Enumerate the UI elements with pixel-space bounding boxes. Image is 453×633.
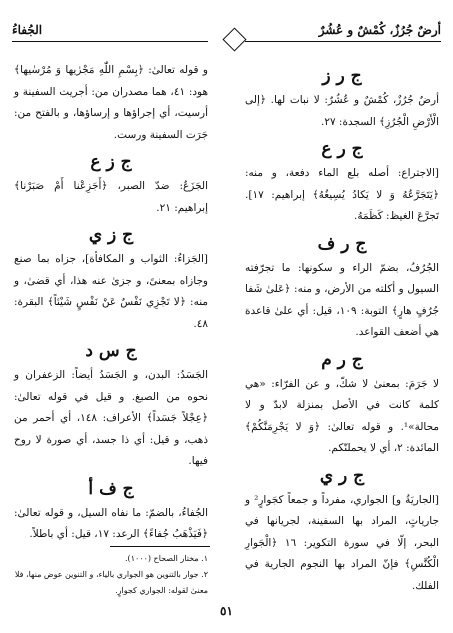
- header-diamond-ornament: [222, 27, 246, 51]
- page-number: ٥١: [220, 604, 233, 618]
- entry-heading: ج ر م: [321, 349, 363, 370]
- entry-text: لا جَرَمَ: بمعنىٰ لا شكّ، و عن الفرّاء: «هي كلمة كانت في الأصل بمنزلة لابدّ و لا محالة»¹. و قوله تعالىٰ: ﴿وَ لا يَجْرِمَنَّكُمْ﴾ المائدة: ٢، أي لا يحملنّكم.: [245, 377, 439, 454]
- header-rule-right: [245, 41, 441, 42]
- entry-text: الجَزَعُ: ضدّ الصبر، ﴿أَجَزِعْنا أَمْ صَبَرْنا﴾ إبراهيم: ٢١.: [14, 180, 208, 214]
- entry-heading: ج ر ع: [321, 139, 363, 159]
- entry-text: الجُرُفُ، بضمّ الراء و سكونها: ما تجرّفته السيول و أكلته من الأرض، و منه: ﴿عَلىٰ شَفا جُرُفٍ هارٍ﴾ التوبة: ١٠٩، قيل: أي علىٰ قاعدة هي أضعف القواعد.: [245, 261, 439, 338]
- entry-text: الجَسَدُ: البدن، و الجَسَدُ أيضاً: الزعفران و نحوه من الصبغ. و قيل في قوله تعالىٰ: ﴿عِجْلاً جَسَداً﴾ الأعراف: ١٤٨، أي أحمر من ذهب، و قيل: أي ذا جسد، أي صورة لا روح فيها.: [14, 369, 208, 467]
- entry-heading: ج ر ف: [317, 233, 367, 254]
- entry-heading: ج ز ي: [88, 225, 134, 245]
- entry-text: [الجاريَةُ و] الجواري، مفرداً و جمعاً كجَوارٍ² و جارياتٍ، المراد بها السفينة، لجريانها في البحر، إلّا في سورة التكوير: ١٦ ﴿الْجَوارِ الْكُنَّسِ﴾ فإنّ المراد بها النجوم الجارية في الفلك.: [245, 493, 439, 592]
- entry-text: الجُفاءُ، بالضمّ: ما نفاه السيل، و قوله تعالىٰ: ﴿فَيَذْهَبُ جُفاءً﴾ الرعد: ١٧، قيل: أي باطلاً.: [14, 506, 208, 540]
- running-head-right: أرضٌ جُرُزٌ، كُمْشٌ و عُشُرٌ: [318, 23, 441, 37]
- entry-heading: ج ر ي: [319, 465, 365, 486]
- entry-heading: ج ف أ: [88, 478, 134, 499]
- footnote-divider: [110, 546, 210, 547]
- footnotes: [14, 551, 208, 599]
- right-column: [245, 60, 439, 597]
- entry-heading: ج ر ز: [322, 66, 362, 86]
- entry-text: و قوله تعالىٰ: ﴿بِسْمِ اللّٰهِ مَجْرٰيها وَ مُرْسٰيها﴾ هود: ٤١، هما مصدران من: أجريت السفينة و أرسيت، أي إجراؤها و إرساؤها، و بالفتح من: جَرَت السفينة ورست.: [14, 64, 208, 141]
- entry-text: [الجَزاءُ: الثواب و المكافأة]، جزاه بما صنع وجازاه بمعنىً، و جزىٰ عنه هذا، أي قضىٰ، و منه: ﴿لا تَجْزِي نَفْسٌ عَنْ نَفْسٍ شَيْئاً﴾ البقرة: ٤٨.: [14, 253, 208, 330]
- running-head-left: الجُفاءُ: [12, 23, 43, 37]
- header-rule-left: [12, 41, 208, 42]
- entry-text: [الاجتراع: أصله بلع الماء دفعة، و منه: ﴿يَتَجَرَّعُهُ وَ لا يَكادُ يُسِيغُهُ﴾ إبراهيم: ١٧]. تَجرَّعَ الغيظ: كَظَمَهُ.: [245, 167, 439, 222]
- page-header: [12, 20, 441, 44]
- entry-heading: ج س د: [85, 341, 137, 361]
- footnote: ١. مختار الصحاح (١٠٠٠).: [125, 554, 208, 563]
- entry-heading: ج ز ع: [90, 152, 132, 172]
- left-column: [14, 60, 208, 546]
- entry-text: أرضٌ جُرُزٌ، كُمْشٌ و عُشُرٌ: لا نبات لها. ﴿إلى الْأَرْضِ الْجُرُزِ﴾ السجدة: ٢٧.: [245, 94, 439, 128]
- footnote: ٢. جوار بالتنوين هو الجواري بالياء، و التنوين عوض منها، فلا معنىٰ لقوله: الجواري كجوارٍ.: [14, 570, 208, 595]
